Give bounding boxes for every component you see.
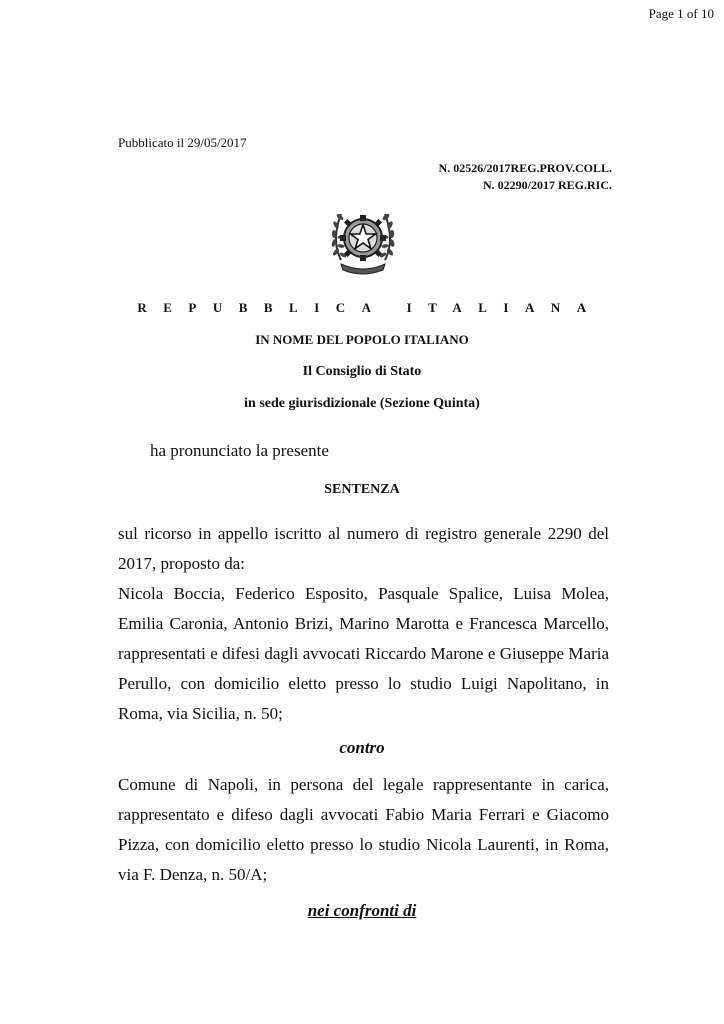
towards-label: nei confronti di: [307, 901, 417, 920]
appeal-paragraph: sul ricorso in appello iscritto al numero di registro generale 2290 del 2017, proposto da:: [118, 524, 609, 573]
registry-references: [439, 160, 612, 194]
respondent-paragraph: Comune di Napoli, in persona del legale rappresentante in carica, rappresentato e difeso dagli avvocati Fabio Maria Ferrari e Giacomo Pizza, con domicilio eletto presso lo studio Nicola Laurenti, in Roma, via F. Denza, n. 50/A;: [118, 775, 609, 884]
appellants-paragraph: Nicola Boccia, Federico Esposito, Pasquale Spalice, Luisa Molea, Emilia Caronia, Antonio Brizi, Marino Marotta e Francesca Marcello, rappresentati e difesi dagli avvocati Riccardo Marone e Giuseppe Maria Perullo, con domicilio eletto presso lo studio Luigi Napolitano, in Roma, via Sicilia, n. 50;: [118, 584, 609, 723]
page-number: Page 1 of 10: [648, 6, 714, 21]
towards-heading: [0, 901, 724, 921]
section-heading: in sede giurisdizionale (Sezione Quinta): [244, 396, 480, 411]
reg-prov-coll: N. 02526/2017REG.PROV.COLL.: [438, 161, 612, 175]
italian-republic-emblem-icon: [327, 200, 399, 276]
pronounced-line: ha pronunciato la presente: [150, 441, 329, 460]
sentence-heading: SENTENZA: [324, 482, 400, 497]
republic-heading: REPUBBLICA ITALIANA: [137, 300, 603, 315]
council-heading: Il Consiglio di Stato: [302, 364, 422, 379]
in-name-of-people-heading: IN NOME DEL POPOLO ITALIANO: [255, 332, 469, 347]
reg-ric: N. 02290/2017 REG.RIC.: [482, 178, 612, 192]
against-heading: contro: [339, 738, 385, 757]
publication-date: Pubblicato il 29/05/2017: [118, 135, 247, 150]
